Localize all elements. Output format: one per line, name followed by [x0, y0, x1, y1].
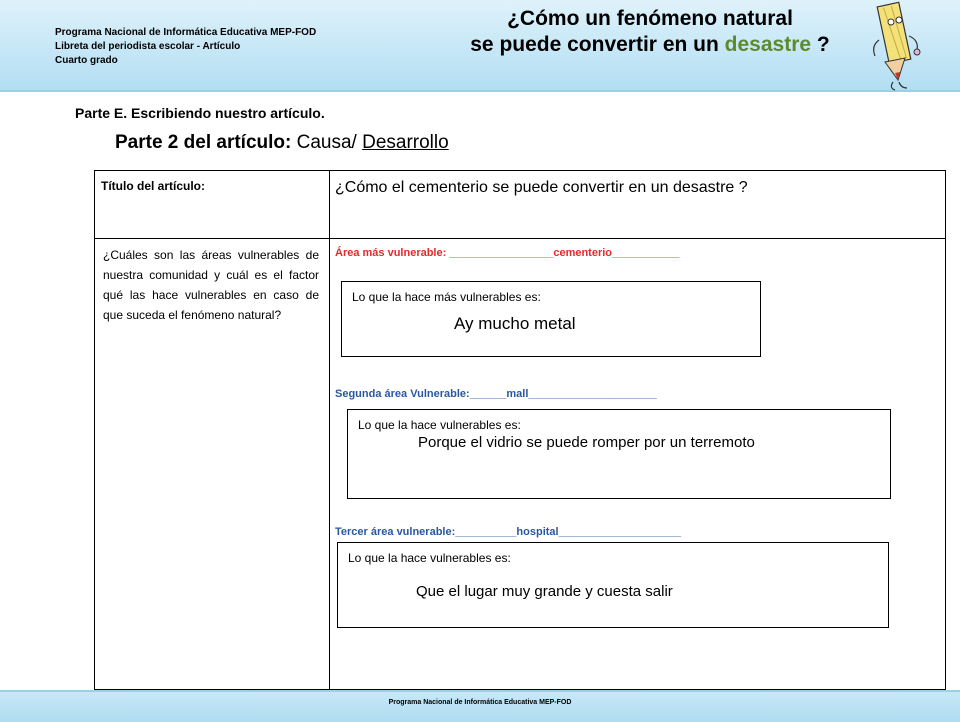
article-title: ¿Cómo el cementerio se puede convertir en un desastre ?	[335, 179, 748, 196]
article-title-label: Título del artículo:	[101, 179, 205, 193]
header-band	[0, 0, 960, 92]
area2-answer: Porque el vidrio se puede romper por un terremoto	[418, 434, 755, 451]
section-subtitle	[115, 132, 449, 154]
program-name: Programa Nacional de Informática Educativa MEP-FOD	[55, 27, 317, 38]
vulnerability-question: ¿Cuáles son las áreas vulnerables de nuestra comunidad y cuál es el factor qué las hace vulnerables en caso de que suceda el fenómeno natural?	[103, 248, 319, 322]
page-title-line2-end: ?	[816, 33, 830, 56]
program-info	[55, 26, 316, 68]
grade-level: Cuarto grado	[55, 55, 118, 66]
page-title	[440, 6, 860, 58]
page-title-line1: ¿Cómo un fenómeno natural	[507, 7, 793, 30]
area2-line: Segunda área Vulnerable:______mall_____________________	[335, 388, 657, 400]
footer-band	[0, 690, 960, 722]
page-title-accent-word: desastre	[724, 33, 812, 56]
area1-answer: Ay mucho metal	[454, 314, 576, 333]
area1-box-label: Lo que la hace más vulnerables es:	[352, 290, 541, 304]
notebook-name: Libreta del periodista escolar - Artículo	[55, 41, 241, 52]
area2-box	[347, 409, 891, 499]
pencil-mascot-icon	[865, 0, 925, 92]
subtitle-development: Desarrollo	[362, 132, 449, 153]
area3-line: Tercer área vulnerable:__________hospital____________________	[335, 526, 681, 538]
page-title-line2-start: se puede convertir en un	[470, 33, 719, 56]
subtitle-cause: Causa/	[296, 132, 357, 153]
footer-text: Programa Nacional de Informática Educativa MEP-FOD	[388, 699, 572, 706]
page-title-line2	[440, 32, 860, 58]
area3-box-label: Lo que la hace vulnerables es:	[348, 551, 511, 565]
area2-box-label: Lo que la hace vulnerables es:	[358, 418, 521, 432]
area1-box	[341, 281, 761, 357]
area1-line: Área más vulnerable: _________________cementerio___________	[335, 247, 680, 259]
section-heading: Parte E. Escribiendo nuestro artículo.	[75, 105, 325, 121]
area3-answer: Que el lugar muy grande y cuesta salir	[416, 583, 673, 600]
area3-box	[337, 542, 889, 628]
table-column-divider	[329, 171, 330, 689]
table-row-divider	[95, 238, 945, 239]
article-table	[94, 170, 946, 690]
subtitle-part-label: Parte 2 del artículo:	[115, 132, 292, 153]
